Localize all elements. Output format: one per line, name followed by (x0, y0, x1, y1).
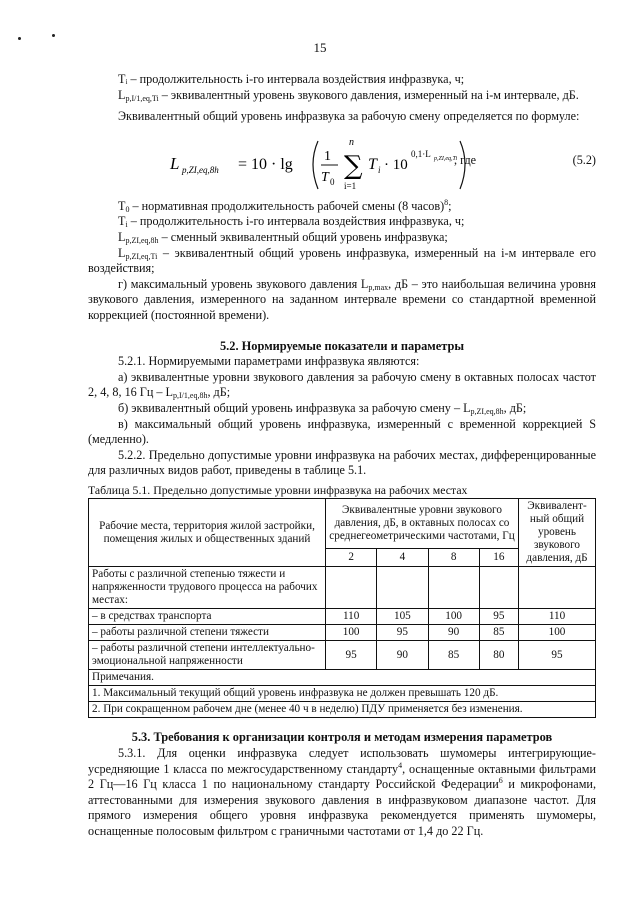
freq-header: 2 (326, 548, 377, 567)
paragraph-lp-def: $L_{p,I/1,eq,Ti}$ – эквивалентный уровень звукового давления, измеренный на i-м интервале, дБ. (118, 87, 579, 103)
limits-table (88, 498, 596, 718)
formula-frac-num: 1 (324, 148, 331, 164)
page-number: 15 (313, 40, 327, 55)
formula-lhs-sub: p,ZI,eq,8h (182, 164, 219, 175)
table-caption: Таблица 5.1. Предельно допустимые уровни инфразвука на рабочих местах (88, 482, 468, 497)
paragraph-ti-def: Tᵢ – продолжительность i-го интервала воздействия инфразвука, ч; (118, 72, 465, 86)
cell-value: 100 (428, 609, 479, 625)
def-lp-ti: $L_{p,ZI,eq,Ti}$ – эквивалентный общий уровень инфразвука, измеренный на i-м интервале его воздействия; (88, 245, 596, 276)
page-body (88, 72, 596, 840)
formula-paren-left (313, 141, 318, 189)
table-row-group (89, 567, 596, 609)
header-workplaces: Рабочие места, территория жилой застройки, помещения жилых и общественных зданий (89, 499, 326, 567)
cell-value: 90 (377, 641, 428, 670)
note-item: 2. При сокращенном рабочем дне (менее 40 ч в неделю) ПДУ применяется без изменения. (89, 702, 596, 718)
formula-eq: = 10 · lg (238, 155, 293, 173)
def-ti: $T_i$ – продолжительность i-го интервала воздействия инфразвука, ч; (118, 214, 465, 230)
item-a: а) эквивалентные уровни звукового давления за рабочую смену в октавных полосах частот 2, 4, 8, 16 Гц – $L_{p,I/1,eq,8h}$, дБ; (88, 369, 596, 401)
section-5-2-1: 5.2.1. Нормируемыми параметрами инфразвука являются: (118, 354, 420, 369)
section-5-3-1: 5.3.1. Для оценки инфразвука следует использовать шумомеры интегрирующие-усредняющие 1 класса по межгосударственному стандарту$^4$, оснащенные октавными фильтрами 2 Гц—16 Гц класса 1 по национальному стандарту Российской Федерации$^6$ и микрофонами, аттестованными для измерения звукового давления в инфразвуковом диапазоне частот. Для прямого измерения общего уровня инфразвука рекомендуется применять шумомеры, оснащенные полосовым фильтром с граничными частотами от 1,4 до 22 Гц. (88, 746, 596, 839)
section-5-2-title: 5.2. Нормируемые показатели и параметры (219, 338, 465, 353)
cell-value: 90 (428, 625, 479, 641)
section-5-2-2: 5.2.2. Предельно допустимые уровни инфразвука на рабочих местах, дифференцированные для различных видов работ, приведены в таблице 5.1. (88, 447, 596, 478)
cell-value: 80 (479, 641, 518, 670)
table-note (89, 686, 596, 702)
note-item: 1. Максимальный текущий общий уровень инфразвука не должен превышать 120 дБ. (89, 686, 596, 702)
def-lp-8h: $L_{p,ZI,eq,8h}$ – сменный эквивалентный общий уровень инфразвука; (118, 229, 448, 245)
row-label: – работы различной степени интеллектуально-эмоциональной напряженности (89, 641, 326, 670)
cell-value: 95 (519, 641, 596, 670)
paragraph-formula-intro: Эквивалентный общий уровень инфразвука за рабочую смену определяется по формуле: (118, 109, 580, 124)
formula-sum-top: n (349, 136, 354, 148)
section-5-3-title: 5.3. Требования к организации контроля и методам измерения параметров (131, 730, 553, 745)
cell-value: 95 (479, 609, 518, 625)
notes-title: Примечания. (89, 670, 596, 686)
freq-header: 4 (377, 548, 428, 567)
formula-pow-exp: 0,1·L (411, 148, 431, 159)
formula-pow-exp-sub: p,ZI,eq,Ti (434, 155, 458, 162)
table-row (89, 641, 596, 670)
cell-value: 110 (326, 609, 377, 625)
cell-value: 100 (326, 625, 377, 641)
formula-lhs: L (170, 153, 180, 173)
formula-where: , где (454, 152, 477, 167)
group-label: Работы с различной степенью тяжести и напряженности трудового процесса на рабочих местах: (89, 567, 326, 609)
item-b: б) эквивалентный общий уровень инфразвука за рабочую смену – $L_{p,ZI,eq,8h}$, дБ; (118, 400, 527, 416)
table-note (89, 702, 596, 718)
formula-frac-den-sub: 0 (330, 176, 335, 187)
freq-header: 16 (479, 548, 518, 567)
formula-term-sub: i (378, 164, 381, 175)
table-notes-title (89, 670, 596, 686)
formula-sum-bottom: i=1 (344, 180, 357, 191)
table-header-row (89, 499, 596, 548)
cell-value: 110 (519, 609, 596, 625)
table-row (89, 625, 596, 641)
cell-value: 100 (519, 625, 596, 641)
header-octave-levels: Эквивалентные уровни звукового давления, дБ, в октавных полосах со среднегеометрическими частотами, Гц (326, 499, 519, 548)
cell-value: 105 (377, 609, 428, 625)
formula-5-2 (88, 127, 596, 199)
formula-pow-base: · 10 (384, 156, 408, 173)
item-v: в) максимальный общий уровень инфразвука, измеренный с временной коррекцией S (медленно). (88, 416, 596, 447)
formula-graphic (168, 127, 468, 199)
formula-sum-sign: ∑ (344, 150, 363, 181)
def-t0: $T_0$ – нормативная продолжительность рабочей смены (8 часов)$^8$; (118, 197, 452, 214)
cell-value: 85 (479, 625, 518, 641)
formula-number: (5.2) (572, 152, 596, 167)
formula-frac-den: T (321, 169, 329, 185)
cell-value: 95 (377, 625, 428, 641)
formula-term: T (368, 155, 377, 173)
row-label: – в средствах транспорта (89, 609, 326, 625)
header-overall-level: Эквивалент-ный общий уровень звукового давления, дБ (519, 499, 596, 567)
cell-value: 95 (326, 641, 377, 670)
item-g-max-level: г) максимальный уровень звукового давления $L_{p,max}$, дБ – это наибольшая величина уровня звукового давления, измеренного на заданном интервале времени со стандартной временной коррекцией (постоянной времени). (88, 276, 597, 322)
table-row (89, 609, 596, 625)
scan-speck (52, 34, 55, 37)
cell-value: 85 (428, 641, 479, 670)
freq-header: 8 (428, 548, 479, 567)
row-label: – работы различной степени тяжести (89, 625, 326, 641)
